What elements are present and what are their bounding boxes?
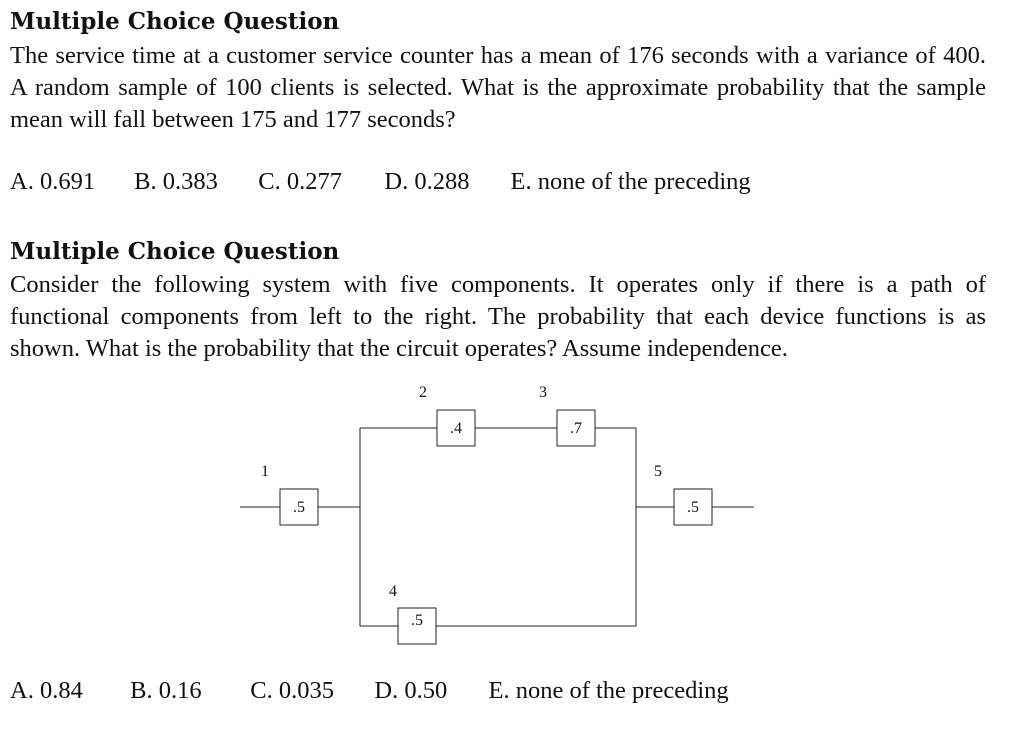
q2-answer-e[interactable]: E. none of the preceding bbox=[488, 677, 729, 704]
question-1-heading: Multiple Choice Question bbox=[10, 8, 340, 35]
q1-answer-c[interactable]: C. 0.277 bbox=[258, 168, 342, 195]
component-4-probability: .5 bbox=[411, 612, 423, 629]
question-2-heading: Multiple Choice Question bbox=[10, 238, 340, 265]
component-3-number: 3 bbox=[539, 384, 547, 401]
q1-answer-a[interactable]: A. 0.691 bbox=[10, 168, 96, 195]
component-2-number: 2 bbox=[419, 384, 427, 401]
component-1-probability: .5 bbox=[293, 499, 305, 516]
question-2-answers bbox=[10, 677, 729, 705]
component-1-number: 1 bbox=[261, 463, 269, 480]
component-4-number: 4 bbox=[389, 583, 397, 600]
q2-answer-c[interactable]: C. 0.035 bbox=[250, 677, 334, 704]
question-2-text: Consider the following system with five components. It operates only if there is a path of functional components from left to the right. The probability that each device functions is as shown. What is the probability that the circuit operates? Assume independence. bbox=[10, 271, 986, 362]
q2-answer-a[interactable]: A. 0.84 bbox=[10, 677, 83, 704]
component-2-probability: .4 bbox=[450, 420, 462, 437]
q2-answer-d[interactable]: D. 0.50 bbox=[374, 677, 448, 704]
component-3-probability: .7 bbox=[570, 420, 582, 437]
q1-answer-e[interactable]: E. none of the preceding bbox=[510, 168, 751, 195]
q1-answer-d[interactable]: D. 0.288 bbox=[384, 168, 470, 195]
q1-answer-b[interactable]: B. 0.383 bbox=[134, 168, 218, 195]
q2-answer-b[interactable]: B. 0.16 bbox=[130, 677, 202, 704]
component-5-number: 5 bbox=[654, 463, 662, 480]
component-5-probability: .5 bbox=[687, 499, 699, 516]
question-1-text: The service time at a customer service counter has a mean of 176 seconds with a variance of 400. A random sample of 100 clients is selected. What is the approximate probability that the sample mean will fall between 175 and 177 seconds? bbox=[10, 42, 986, 133]
